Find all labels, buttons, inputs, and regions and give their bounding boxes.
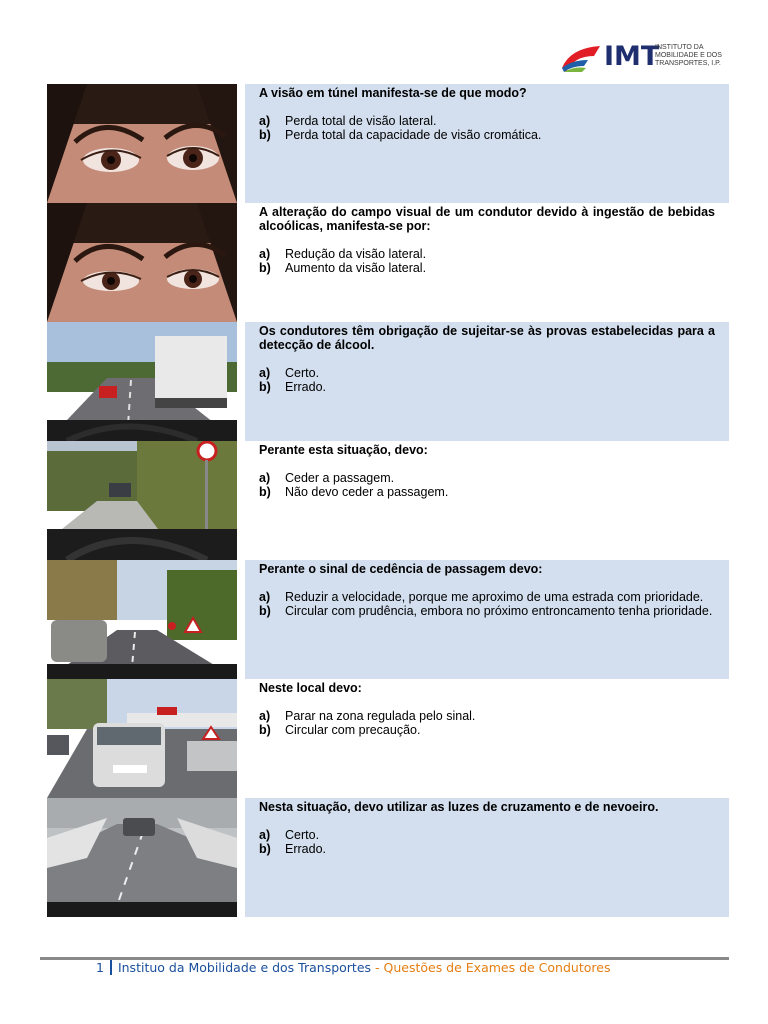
footer-title: Instituo da Mobilidade e dos Transportes bbox=[117, 960, 372, 975]
answer-text: Certo. bbox=[285, 366, 320, 380]
answer-text: Circular com prudência, embora no próximo entroncamento tenha prioridade. bbox=[285, 604, 713, 618]
answer-option[interactable] bbox=[259, 723, 715, 737]
question-row bbox=[47, 322, 729, 441]
logo-subtitle-line: TRANSPORTES, I.P. bbox=[655, 60, 721, 67]
answer-letter: a) bbox=[259, 709, 271, 723]
answer-letter: b) bbox=[259, 485, 271, 499]
answer-option[interactable] bbox=[259, 842, 715, 856]
toll-road-photo bbox=[47, 679, 237, 798]
answer-option[interactable] bbox=[259, 485, 715, 499]
answer-letter: b) bbox=[259, 604, 271, 618]
logo-wordmark: IMT bbox=[604, 41, 660, 72]
answer-letter: b) bbox=[259, 261, 271, 275]
question-text: Os condutores têm obrigação de sujeitar-se às provas estabelecidas para a detecção de álcool. bbox=[259, 324, 715, 352]
answer-text: Reduzir a velocidade, porque me aproximo de uma estrada com prioridade. bbox=[285, 590, 704, 604]
answer-letter: a) bbox=[259, 590, 271, 604]
question-box bbox=[245, 203, 729, 322]
answer-text: Errado. bbox=[285, 842, 326, 856]
answer-option[interactable] bbox=[259, 366, 715, 380]
answer-option[interactable] bbox=[259, 128, 715, 142]
question-row bbox=[47, 84, 729, 203]
footer-subtitle: - Questões de Exames de Condutores bbox=[371, 960, 611, 975]
answer-text: Perda total da capacidade de visão cromática. bbox=[285, 128, 542, 142]
question-row bbox=[47, 798, 729, 917]
answer-option[interactable] bbox=[259, 590, 715, 604]
fog-road-photo bbox=[47, 798, 237, 917]
question-row bbox=[47, 203, 729, 322]
answer-letter: a) bbox=[259, 828, 271, 842]
answer-option[interactable] bbox=[259, 247, 715, 261]
page-number: 1 bbox=[96, 960, 112, 975]
question-text: Neste local devo: bbox=[259, 681, 362, 695]
answer-text: Perda total de visão lateral. bbox=[285, 114, 437, 128]
answer-option[interactable] bbox=[259, 604, 715, 618]
answer-option[interactable] bbox=[259, 471, 715, 485]
yield-sign-road-photo bbox=[47, 560, 237, 679]
answer-text: Aumento da visão lateral. bbox=[285, 261, 427, 275]
answer-text: Ceder a passagem. bbox=[285, 471, 395, 485]
logo-subtitle-line: INSTITUTO DA bbox=[655, 44, 704, 51]
question-box bbox=[245, 679, 729, 798]
answer-text: Certo. bbox=[285, 828, 320, 842]
question-text: Nesta situação, devo utilizar as luzes de cruzamento e de nevoeiro. bbox=[259, 800, 659, 814]
page-footer bbox=[96, 960, 610, 975]
question-box bbox=[245, 84, 729, 203]
answer-text: Não devo ceder a passagem. bbox=[285, 485, 449, 499]
answer-letter: b) bbox=[259, 842, 271, 856]
answer-letter: a) bbox=[259, 114, 271, 128]
question-row bbox=[47, 560, 729, 679]
question-text: Perante o sinal de cedência de passagem devo: bbox=[259, 562, 543, 576]
answer-letter: b) bbox=[259, 723, 271, 737]
question-text: Perante esta situação, devo: bbox=[259, 443, 428, 457]
logo-subtitle bbox=[655, 44, 735, 68]
question-box bbox=[245, 322, 729, 441]
logo-subtitle-line: MOBILIDADE E DOS bbox=[655, 52, 722, 59]
question-text: A alteração do campo visual de um condutor devido à ingestão de bebidas alcoólicas, manifesta-se por: bbox=[259, 205, 715, 233]
answer-letter: b) bbox=[259, 380, 271, 394]
eyes-photo bbox=[47, 203, 237, 322]
answer-option[interactable] bbox=[259, 828, 715, 842]
question-row bbox=[47, 679, 729, 798]
question-row bbox=[47, 441, 729, 560]
answer-letter: a) bbox=[259, 247, 271, 261]
answer-option[interactable] bbox=[259, 261, 715, 275]
road-truck-photo bbox=[47, 322, 237, 441]
answer-letter: b) bbox=[259, 128, 271, 142]
question-box bbox=[245, 441, 729, 560]
answer-text: Parar na zona regulada pelo sinal. bbox=[285, 709, 476, 723]
question-box bbox=[245, 560, 729, 679]
answer-option[interactable] bbox=[259, 114, 715, 128]
question-text: A visão em túnel manifesta-se de que modo? bbox=[259, 86, 527, 100]
answer-text: Redução da visão lateral. bbox=[285, 247, 427, 261]
eyes-photo bbox=[47, 84, 237, 203]
question-box bbox=[245, 798, 729, 917]
answer-letter: a) bbox=[259, 471, 271, 485]
answer-option[interactable] bbox=[259, 709, 715, 723]
answer-letter: a) bbox=[259, 366, 271, 380]
rural-road-photo bbox=[47, 441, 237, 560]
answer-option[interactable] bbox=[259, 380, 715, 394]
answer-text: Circular com precaução. bbox=[285, 723, 421, 737]
answer-text: Errado. bbox=[285, 380, 326, 394]
